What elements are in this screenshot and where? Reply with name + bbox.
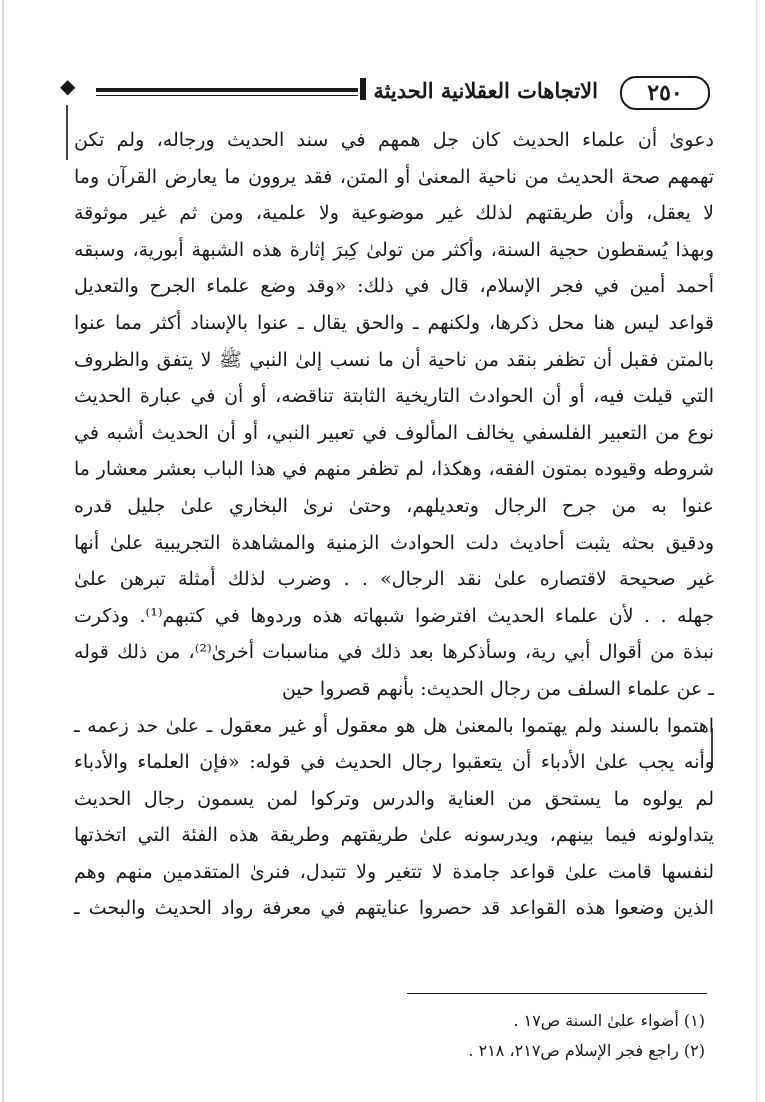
text-line: غير صحيحة لاقتصاره علىٰ نقد الرجال» . . وضرب لذلك أمثلة تبرهن علىٰ	[74, 568, 714, 591]
text-line: يتداولونه فيما بينهم، ويدرسونه علىٰ طريقتهم وطريقة هذه الفئة التي اتخذتها	[74, 824, 714, 847]
main-text	[74, 122, 714, 927]
text-line: نبذة من أقوال أبي رية، وسأذكرها بعد ذلك في مناسبات أخرىٰ⁽²⁾، من ذلك قوله	[74, 641, 714, 664]
text-line: لم يولوه ما يستحق من العناية والدرس وتركوا لمن يسمون رجال الحديث	[74, 787, 714, 810]
margin-mark	[66, 105, 68, 160]
text-line: أحمد أمين في فجر الإسلام، قال في ذلك: «وقد وضع علماء الجرح والتعديل	[74, 275, 714, 298]
bar-ornament-icon	[360, 78, 366, 100]
header-rule-thin	[96, 95, 358, 96]
footnotes	[65, 1006, 705, 1066]
footnote: (٢) راجع فجر الإسلام ص٢١٧، ٢١٨ .	[468, 1041, 705, 1060]
text-line: جهله . . لأن علماء الحديث افترضوا شبهاته هذه وردوها في كتبهم⁽¹⁾. وذكرت	[74, 604, 714, 627]
text-line: قواعد ليس هنا محل ذكرها، ولكنهم ـ والحق يقال ـ عنوا بالإسناد أكثر مما عنوا	[74, 311, 714, 334]
text-line: بالمتن فقبل أن تظفر بنقد من ناحية أن ما نسب إلىٰ النبي ﷺ لا يتفق والظروف	[74, 348, 714, 371]
text-line: لنفسها قامت علىٰ قواعد جامدة لا تتغير ولا تتبدل، فنرىٰ المتقدمين منهم وهم	[74, 860, 714, 883]
diamond-ornament-icon: ◆	[60, 74, 76, 98]
text-line: وبهذا يُسقطون حجية السنة، وأكثر من تولىٰ كِبرَ إثارة هذه الشبهة أبورية، وسبقه	[74, 238, 714, 261]
footnote: (١) أضواء علىٰ السنة ص١٧ .	[513, 1011, 705, 1030]
text-line: شروطه وقيوده بمتون الفقه، وهكذا، لم تظفر منهم في هذا الباب بعشر معشار ما	[74, 458, 714, 481]
footnote-separator	[407, 993, 707, 994]
text-line: عنوا به من جرح الرجال وتعديلهم، وحتىٰ نرىٰ البخاري علىٰ جليل قدره	[74, 494, 714, 517]
text-line: ودقيق بحثه يثبت أحاديث دلت الحوادث الزمنية والمشاهدة التجريبية علىٰ أنها	[74, 531, 714, 554]
text-line: ـ عن علماء السلف من رجال الحديث: بأنهم قصروا حين	[281, 677, 714, 700]
scan-edge-right	[756, 0, 757, 1102]
text-line: لا يعقل، وأن طريقتهم لذلك غير موضوعية ولا علمية، ومن ثم غير موثوقة	[74, 202, 714, 225]
text-line: نوع من التعبير الفلسفي يخالف المألوف في تعبير النبي، أو أن الحديث أشبه في	[74, 421, 714, 444]
text-line: دعوىٰ أن علماء الحديث كان جل همهم في سند الحديث ورجاله، ولم تكن	[74, 129, 714, 151]
scan-edge-left	[2, 0, 4, 1102]
running-header	[60, 74, 710, 110]
text-line: الذين وضعوا هذه القواعد قد حصروا عنايتهم في معرفة رواد الحديث والبحث ـ	[74, 897, 714, 920]
text-line: وأنه يجب علىٰ الأدباء أن يتعقبوا رجال الحديث في قوله: «فإن العلماء والأدباء	[74, 751, 714, 774]
header-title: الاتجاهات العقلانية الحديثة	[373, 78, 598, 103]
text-line: اهتموا بالسند ولم يهتموا بالمعنىٰ هل هو معقول أو غير معقول ـ علىٰ حد زعمه ـ	[74, 714, 714, 737]
text-line: التي قيلت فيه، أو أن الحوادث التاريخية الثابتة تناقضه، أو أن في عبارة الحديث	[74, 385, 714, 408]
text-line: تهمهم صحة الحديث من ناحية المعنىٰ أو المتن، فقد يروون ما يعارض القرآن وما	[74, 165, 714, 188]
header-rule	[96, 88, 358, 92]
page-number: ٢٥٠	[620, 76, 710, 110]
